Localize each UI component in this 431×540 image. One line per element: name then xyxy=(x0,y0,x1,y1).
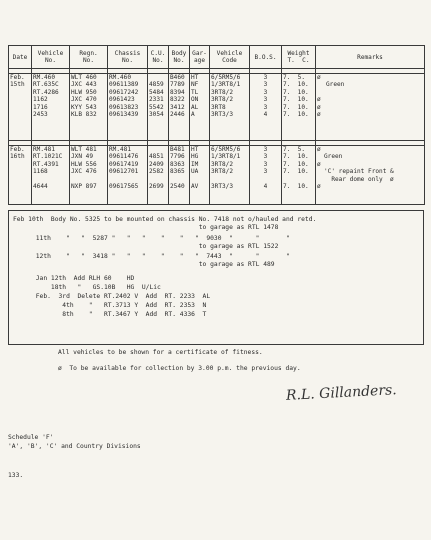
header-regn-no: Regn. No. xyxy=(70,46,108,69)
header-weight: Weight T. C. xyxy=(282,46,316,69)
transfer-notes-box xyxy=(8,210,424,345)
header-vehicle-no: Vehicle No. xyxy=(32,46,70,69)
note-line: to garage as RTL 1478 xyxy=(13,224,279,231)
remarks-text: Green 'C' repaint Front & Rear dome only ø xyxy=(324,153,394,183)
row-chassis-nos: RM.481 09611476 09617419 09612701 09617565 xyxy=(108,146,148,205)
row-cu-nos: 4859 5484 2331 5542 3054 xyxy=(148,74,169,141)
note-line: 12th " " 3418 " " " " " " 7443 " " " xyxy=(13,253,290,260)
note-line: 4th " RT.3713 Y Add RT. 2353 N xyxy=(13,302,207,309)
note-line: 18th " GS.10B HG U/Lic xyxy=(13,284,161,291)
row-regn-nos: WLT 481 JXN 49 HLW 556 JXC 476 NXP 897 xyxy=(70,146,108,205)
divisions-label: 'A', 'B', 'C' and Country Divisions xyxy=(8,443,141,450)
row-date: Feb. 16th xyxy=(9,146,32,205)
collection-footnote: ø To be available for collection by 3.00 p.m. the previous day. xyxy=(58,365,301,372)
signature: R.L. Gillanders. xyxy=(285,382,398,404)
header-garage: Gar- age xyxy=(190,46,210,69)
row-weights: 7. 5. 7. 10. 7. 10. 7. 10. 7. 10. 7. 10. xyxy=(282,74,316,141)
remarks-text: Green xyxy=(326,81,345,89)
table-row xyxy=(9,146,425,205)
note-line: Feb. 3rd Delete RT.2402 V Add RT. 2233 AL xyxy=(13,293,211,300)
schedule-label: Schedule 'F' xyxy=(8,434,54,441)
row-garages: HT HG IM UA AV xyxy=(190,146,210,205)
note-line: Feb 10th Body No. 5325 to be mounted on chassis No. 7418 not o/hauled and retd. xyxy=(13,216,317,223)
row-weights: 7. 5. 7. 10. 7. 10. 7. 10. 7. 10. xyxy=(282,146,316,205)
row-bos: 3 3 3 3 4 xyxy=(250,146,282,205)
table-row xyxy=(9,74,425,141)
row-garages: HT NF TL ON AL A xyxy=(190,74,210,141)
note-line: to garage as RTL 1522 xyxy=(13,243,279,250)
fitness-footnote: All vehicles to be shown for a certificate of fitness. xyxy=(58,349,263,356)
row-vehicle-nos: RM.481 RT.1021C RT.4391 1168 4644 xyxy=(32,146,70,205)
row-chassis-nos: RM.460 09611389 09617242 0961423 09613823 09613439 xyxy=(108,74,148,141)
row-date: Feb. 15th xyxy=(9,74,32,141)
header-body-no: Body No. xyxy=(169,46,190,69)
row-body-nos: B481 7796 8363 8365 2540 xyxy=(169,146,190,205)
header-cu-no: C.U. No. xyxy=(148,46,169,69)
collection-marks: ø ø ø ø xyxy=(317,74,321,119)
row-vehicle-nos: RM.460 RT.635C RT.4286 1162 1716 2453 xyxy=(32,74,70,141)
table-header-row xyxy=(9,46,425,69)
row-vehicle-codes: 6/5RM5/6 1/3RT8/1 3RT8/2 3RT8/2 3RT8 3RT3/3 xyxy=(210,74,250,141)
row-remarks xyxy=(316,146,425,205)
collection-marks: ø ø ø xyxy=(317,146,321,191)
header-chassis-no: Chassis No. xyxy=(108,46,148,69)
row-vehicle-codes: 6/5RM5/6 1/3RT8/1 3RT8/2 3RT8/2 3RT3/3 xyxy=(210,146,250,205)
header-vehicle-code: Vehicle Code xyxy=(210,46,250,69)
note-line: 11th " " 5287 " " " " " " 9030 " " " xyxy=(13,235,290,242)
row-regn-nos: WLT 460 JXC 443 HLW 950 JXC 470 KYY 543 KLB 832 xyxy=(70,74,108,141)
page-number: 133. xyxy=(8,472,24,479)
note-line: Jan 12th Add RLH 60 HD xyxy=(13,275,135,282)
note-line: to garage as RTL 489 xyxy=(13,261,275,268)
row-remarks xyxy=(316,74,425,141)
row-body-nos: B460 7789 8394 8322 3412 2446 xyxy=(169,74,190,141)
header-date: Date xyxy=(9,46,32,69)
header-bos: B.O.S. xyxy=(250,46,282,69)
row-cu-nos: 4851 2409 2582 2699 xyxy=(148,146,169,205)
note-line: 8th " RT.3467 Y Add RT. 4336 T xyxy=(13,311,207,318)
header-remarks: Remarks xyxy=(316,46,425,69)
row-bos: 3 3 3 3 3 4 xyxy=(250,74,282,141)
vehicle-schedule-table xyxy=(8,45,425,205)
